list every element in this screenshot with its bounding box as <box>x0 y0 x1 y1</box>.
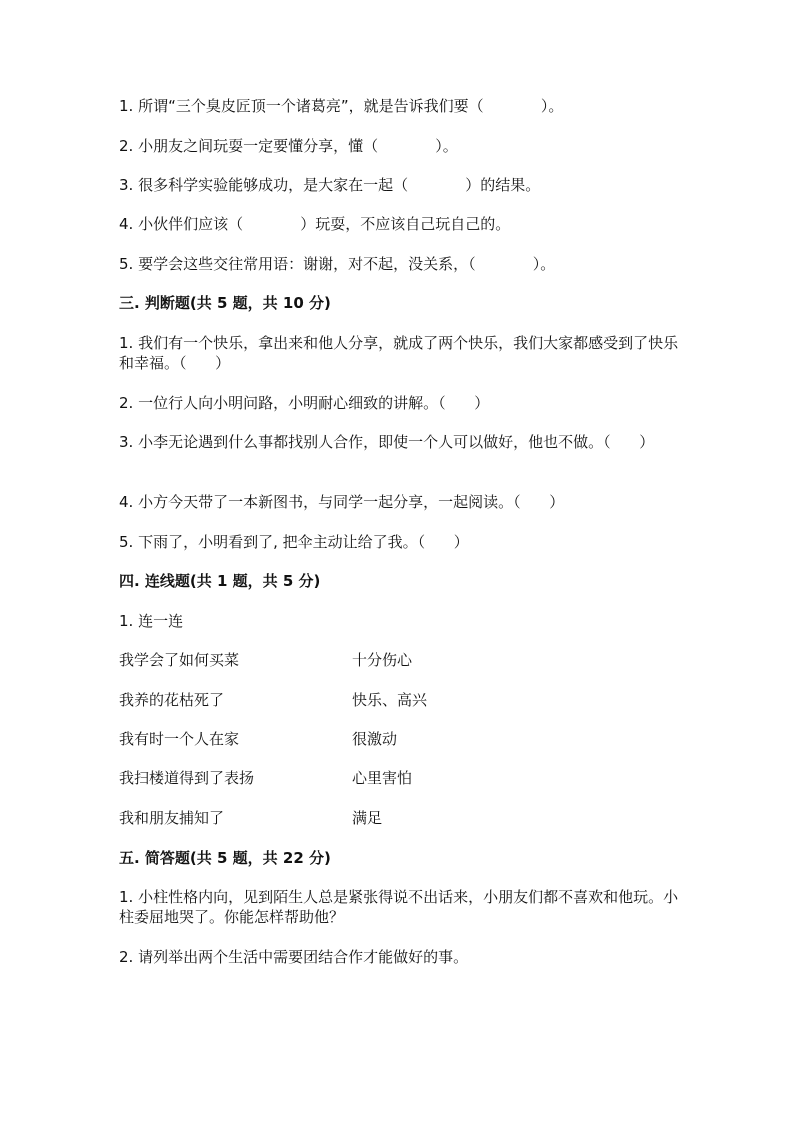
section-heading-judgement: 三. 判断题(共 5 题，共 10 分) <box>119 294 331 312</box>
section-heading-short-answer: 五. 简答题(共 5 题，共 22 分) <box>119 849 331 867</box>
fill-blank-question-1: 1. 所谓“三个臭皮匠顶一个诸葛亮”，就是告诉我们要（ ）。 <box>119 97 564 115</box>
judgement-question-4: 4. 小方今天带了一本新图书，与同学一起分享，一起阅读。（ ） <box>119 493 565 511</box>
fill-blank-question-4: 4. 小伙伴们应该（ ）玩耍，不应该自己玩自己的。 <box>119 215 511 233</box>
section-heading-matching: 四. 连线题(共 1 题，共 5 分) <box>119 572 321 590</box>
judgement-question-3: 3. 小李无论遇到什么事都找别人合作，即使一个人可以做好，他也不做。（ ） <box>119 433 655 451</box>
matching-left-item: 我学会了如何买菜 <box>119 651 240 669</box>
matching-left-item: 我有时一个人在家 <box>119 730 240 748</box>
matching-right-item: 心里害怕 <box>352 769 413 787</box>
matching-right-item: 满足 <box>352 809 383 827</box>
judgement-question-5: 5. 下雨了，小明看到了, 把伞主动让给了我。（ ） <box>119 533 469 551</box>
matching-left-item: 我和朋友捕知了 <box>119 809 225 827</box>
matching-right-item: 很激动 <box>352 730 398 748</box>
matching-right-item: 快乐、高兴 <box>352 691 428 709</box>
matching-left-item: 我养的花枯死了 <box>119 691 225 709</box>
short-answer-question-1: 1. 小柱性格内向，见到陌生人总是紧张得说不出话来，小朋友们都不喜欢和他玩。小柱委屈地哭了。你能怎样帮助他？ <box>119 888 679 926</box>
judgement-question-2: 2. 一位行人向小明问路，小明耐心细致的讲解。（ ） <box>119 394 490 412</box>
matching-right-item: 十分伤心 <box>352 651 413 669</box>
short-answer-question-2: 2. 请列举出两个生活中需要团结合作才能做好的事。 <box>119 948 469 966</box>
matching-left-item: 我扫楼道得到了表扬 <box>119 769 255 787</box>
matching-question: 1. 连一连 <box>119 612 184 630</box>
judgement-question-1: 1. 我们有一个快乐，拿出来和他人分享，就成了两个快乐，我们大家都感受到了快乐和幸福。（ ） <box>119 334 679 372</box>
fill-blank-question-5: 5. 要学会这些交往常用语：谢谢，对不起，没关系，（ ）。 <box>119 255 556 273</box>
fill-blank-question-2: 2. 小朋友之间玩耍一定要懂分享，懂（ ）。 <box>119 137 458 155</box>
fill-blank-question-3: 3. 很多科学实验能够成功，是大家在一起（ ）的结果。 <box>119 176 541 194</box>
